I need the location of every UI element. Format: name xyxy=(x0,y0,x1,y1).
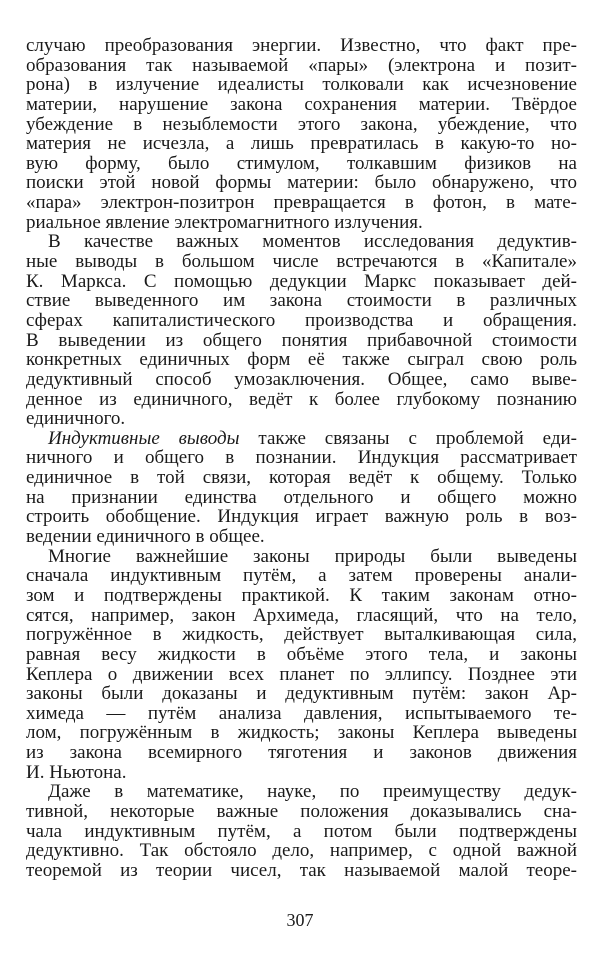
text-line: единичного. xyxy=(26,408,126,430)
paragraph xyxy=(26,36,577,232)
text-line: дедуктивный способ умозаключения. Общее, само выве- xyxy=(26,368,577,390)
text-line: сферах капиталистического производства и обращения. xyxy=(26,309,577,331)
text-line: К. Маркса. С помощью дедукции Маркс показывает дей- xyxy=(26,270,577,292)
text-line: сятся, например, закон Архимеда, гласящий, что на тело, xyxy=(26,604,577,626)
text-line: риальное явление электромагнитного излучения. xyxy=(26,211,423,233)
text-line: законы были доказаны и дедуктивным путём: закон Ар- xyxy=(26,683,577,705)
text-line: ведении единичного в общее. xyxy=(26,526,265,548)
text-line: убеждение в незыблемости этого закона, убеждение, что xyxy=(26,113,577,135)
text-line: строить обобщение. Индукция играет важную роль в воз- xyxy=(26,506,577,528)
paragraph xyxy=(26,232,577,428)
text-line: случаю преобразования энергии. Известно, что факт пре- xyxy=(26,35,577,56)
text-line: Кеплера о движении всех планет по эллипсу. Позднее эти xyxy=(26,663,577,685)
paragraph xyxy=(26,782,577,880)
text-line: химеда — путём анализа давления, испытываемого те- xyxy=(26,702,577,724)
text-line: теоремой из теории чисел, так называемой малой теоре- xyxy=(26,859,577,881)
text-line: «пара» электрон-позитрон превращается в фотон, в мате- xyxy=(26,192,577,214)
text-line: сначала индуктивным путём, а затем проверены анали- xyxy=(26,565,577,587)
text-line: Многие важнейшие законы природы были выведены xyxy=(48,545,577,567)
paragraph xyxy=(26,429,577,547)
text-line: чала индуктивным путём, а потом были подтверждены xyxy=(26,820,577,842)
text-line: тивной, некоторые важные положения доказывались сна- xyxy=(26,800,577,822)
text-line xyxy=(26,429,577,449)
text-line: Даже в математике, науке, по преимуществу дедук- xyxy=(48,781,577,803)
text-line: зом и подтверждены практикой. К таким законам отно- xyxy=(26,584,577,606)
text-line: вую форму, было стимулом, толкавшим физиков на xyxy=(26,152,577,174)
text-line: материи, нарушение закона сохранения материи. Твёрдое xyxy=(26,93,577,115)
text-line: ничного и общего в познании. Индукция рассматривает xyxy=(26,447,577,469)
text-line: конкретных единичных форм её также сыграл свою роль xyxy=(26,349,577,371)
text-line: ные выводы в большом числе встречаются в «Капитале» xyxy=(26,251,577,273)
text-line: ствие выведенного им закона стоимости в различных xyxy=(26,290,577,312)
text-line: равная весу жидкости в объёме этого тела, и законы xyxy=(26,643,577,665)
page-body xyxy=(26,36,577,881)
line-text: также связаны с проблемой еди- xyxy=(239,427,577,449)
text-line: рона) в излучение идеалисты толковали как исчезновение xyxy=(26,74,577,96)
text-line: В качестве важных моментов исследования дедуктив- xyxy=(48,231,577,253)
text-line: погружённое в жидкость, действует выталкивающая сила, xyxy=(26,624,577,646)
text-line: из закона всемирного тяготения и законов движения xyxy=(26,742,577,764)
text-line: образования так называемой «пары» (электрона и позит- xyxy=(26,54,577,76)
text-line: В выведении из общего понятия прибавочной стоимости xyxy=(26,329,577,351)
text-line: И. Ньютона. xyxy=(26,761,127,783)
text-line: поиски этой новой формы материи: было обнаружено, что xyxy=(26,172,577,194)
paragraph xyxy=(26,547,577,783)
text-line: материя не исчезла, а лишь превратилась в какую-то но- xyxy=(26,133,577,155)
page-number: 307 xyxy=(286,910,314,930)
text-line: дедуктивно. Так обстояло дело, например, с одной важной xyxy=(26,840,577,862)
text-line: денное из единичного, ведёт к более глубокому познанию xyxy=(26,388,577,410)
text-line: лом, погружённым в жидкость; законы Кеплера выведены xyxy=(26,722,577,744)
text-line: на признании единства отдельного и общего можно xyxy=(26,486,577,508)
italic-term: Индуктивные выводы xyxy=(48,427,240,449)
text-line: единичное в той связи, которая ведёт к общему. Только xyxy=(26,467,577,489)
